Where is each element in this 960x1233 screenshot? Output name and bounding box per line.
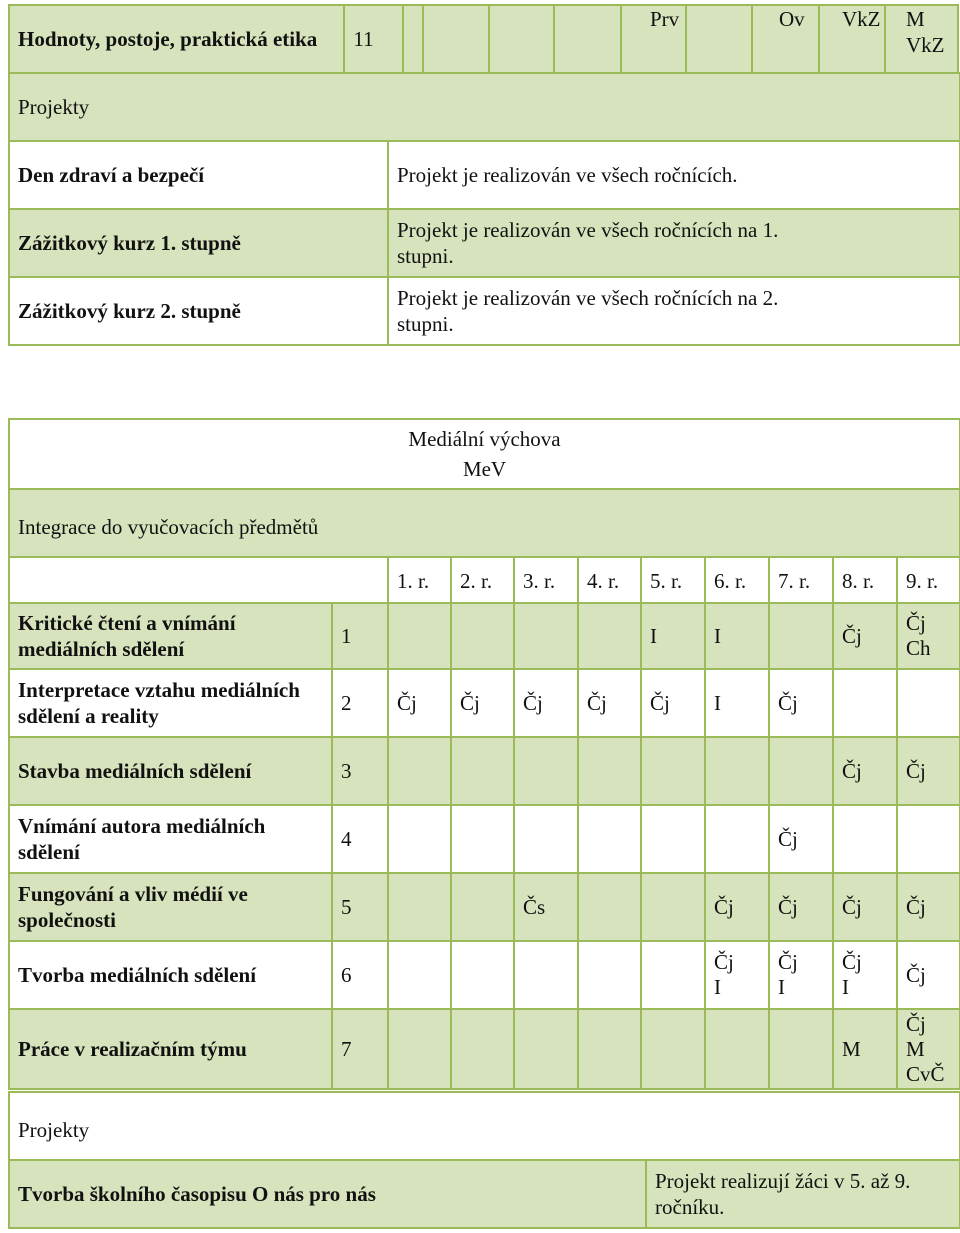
topic-number: 2 bbox=[332, 669, 388, 737]
subject-header-overlay bbox=[779, 6, 805, 32]
project-desc: Projekt realizují žáci v 5. až 9. ročníku. bbox=[646, 1160, 960, 1228]
topic-number: 6 bbox=[332, 941, 388, 1009]
topic-row bbox=[9, 1009, 960, 1089]
grade-header: 1. r. bbox=[388, 557, 451, 605]
grade-cell: I bbox=[641, 603, 705, 669]
grade-header: 7. r. bbox=[769, 557, 833, 605]
topic-number: 3 bbox=[332, 737, 388, 805]
project-name: Tvorba školního časopisu O nás pro nás bbox=[9, 1160, 646, 1228]
subject-header-overlay bbox=[650, 6, 679, 32]
topic-number: 7 bbox=[332, 1009, 388, 1089]
grade-cell bbox=[641, 941, 705, 1009]
topic-name: Fungování a vliv médií ve společnosti bbox=[9, 873, 332, 941]
project-desc: Projekt je realizován ve všech ročnících na 2. stupni. bbox=[388, 277, 960, 345]
grade-header: 5. r. bbox=[641, 557, 705, 605]
integration-label: Integrace do vyučovacích předmětů bbox=[9, 489, 960, 557]
grade-cell: I bbox=[705, 603, 769, 669]
grade-cell: Čj bbox=[897, 873, 960, 941]
topic-row bbox=[9, 805, 960, 873]
grade-cell: Čj I bbox=[833, 941, 897, 1009]
projects-table-2 bbox=[8, 1091, 960, 1229]
grade-cell bbox=[388, 873, 451, 941]
grade-cell: Čj I bbox=[769, 941, 833, 1009]
media-topics-table bbox=[8, 602, 960, 1090]
grade-cell bbox=[833, 669, 897, 737]
grade-cell bbox=[388, 805, 451, 873]
topic-name: Kritické čtení a vnímání mediálních sdělení bbox=[9, 603, 332, 669]
grade-cell bbox=[641, 1009, 705, 1089]
project-name: Zážitkový kurz 1. stupně bbox=[9, 209, 388, 277]
grade-cell bbox=[451, 873, 514, 941]
project-row bbox=[9, 141, 960, 209]
topic-row bbox=[9, 737, 960, 805]
grade-cell: Čj bbox=[769, 805, 833, 873]
projects-title: Projekty bbox=[9, 73, 960, 141]
section-title-line2: MeV bbox=[462, 457, 507, 481]
grade-cell bbox=[388, 603, 451, 669]
subject-header-overlay bbox=[842, 6, 881, 32]
grade-cell: Čj bbox=[578, 669, 641, 737]
project-row bbox=[9, 209, 960, 277]
topics-body bbox=[9, 603, 960, 1089]
topic-number: 5 bbox=[332, 873, 388, 941]
project-desc: Projekt je realizován ve všech ročnících na 1. stupni. bbox=[388, 209, 960, 277]
project-name: Zážitkový kurz 2. stupně bbox=[9, 277, 388, 345]
grade-cell bbox=[833, 805, 897, 873]
topic-name: Interpretace vztahu mediálních sdělení a reality bbox=[9, 669, 332, 737]
grade-cell: Čj bbox=[514, 669, 578, 737]
values-row bbox=[9, 5, 958, 73]
grade-cell: Čj bbox=[833, 603, 897, 669]
grade-cell bbox=[769, 737, 833, 805]
grade-cell: I bbox=[705, 669, 769, 737]
subject-ov: Ov bbox=[779, 7, 805, 31]
grade-header: 3. r. bbox=[514, 557, 578, 605]
grade-header: 4. r. bbox=[578, 557, 641, 605]
section-title-line1: Mediální výchova bbox=[408, 427, 561, 451]
grade-cell: Čj I bbox=[705, 941, 769, 1009]
section-title bbox=[9, 419, 960, 489]
grade-cell: Čj bbox=[388, 669, 451, 737]
grade-cell: Čj bbox=[451, 669, 514, 737]
grade-cell bbox=[388, 737, 451, 805]
subject-vkz: VkZ bbox=[842, 7, 881, 31]
grade-cell: Čj bbox=[769, 669, 833, 737]
grade-cell bbox=[578, 805, 641, 873]
grade-cell bbox=[514, 1009, 578, 1089]
grade-cell bbox=[451, 805, 514, 873]
grade-cell: Čj bbox=[641, 669, 705, 737]
topic-name: Tvorba mediálních sdělení bbox=[9, 941, 332, 1009]
project-row bbox=[9, 1160, 960, 1228]
grade-cell bbox=[578, 873, 641, 941]
grade-header: 6. r. bbox=[705, 557, 769, 605]
grade-cell: Čj bbox=[705, 873, 769, 941]
grade-cell bbox=[705, 1009, 769, 1089]
grade-cell: Čj bbox=[833, 873, 897, 941]
topic-name: Vnímání autora mediálních sdělení bbox=[9, 805, 332, 873]
grade-cell: M bbox=[833, 1009, 897, 1089]
topic-row bbox=[9, 873, 960, 941]
subject-cell bbox=[686, 5, 752, 73]
media-education-table bbox=[8, 418, 960, 606]
grade-cell bbox=[897, 669, 960, 737]
grade-cell bbox=[705, 805, 769, 873]
topic-name: Práce v realizačním týmu bbox=[9, 1009, 332, 1089]
topic-label: Hodnoty, postoje, praktická etika bbox=[9, 5, 344, 73]
grade-cell: Čj M CvČ bbox=[897, 1009, 960, 1089]
grade-cell bbox=[641, 805, 705, 873]
grade-cell bbox=[641, 737, 705, 805]
project-row bbox=[9, 277, 960, 345]
grade-header: 8. r. bbox=[833, 557, 897, 605]
grade-cell bbox=[514, 737, 578, 805]
grade-cell bbox=[897, 805, 960, 873]
grade-cell bbox=[451, 941, 514, 1009]
grade-cell bbox=[514, 805, 578, 873]
grade-cell bbox=[578, 1009, 641, 1089]
projects-table-1 bbox=[8, 72, 960, 346]
grade-cell bbox=[514, 941, 578, 1009]
topic-row bbox=[9, 669, 960, 737]
grade-cell bbox=[451, 1009, 514, 1089]
cross-curricular-table-ethics bbox=[8, 4, 959, 74]
projects-header-row bbox=[9, 73, 960, 141]
grade-cell: Čj Ch bbox=[897, 603, 960, 669]
topic-row bbox=[9, 603, 960, 669]
grade-cell: Čs bbox=[514, 873, 578, 941]
title-row bbox=[9, 419, 960, 489]
grade-cell bbox=[578, 941, 641, 1009]
grade-cell bbox=[388, 1009, 451, 1089]
topic-row bbox=[9, 941, 960, 1009]
grade-cell bbox=[705, 737, 769, 805]
grade-cell bbox=[451, 737, 514, 805]
grade-cell: Čj bbox=[769, 873, 833, 941]
subject-m-vkz: M VkZ bbox=[906, 7, 945, 57]
grade-cell bbox=[769, 1009, 833, 1089]
project-name: Den zdraví a bezpečí bbox=[9, 141, 388, 209]
grade-cell bbox=[641, 873, 705, 941]
topic-number: 4 bbox=[332, 805, 388, 873]
grades-row bbox=[9, 557, 960, 605]
topic-number: 11 bbox=[344, 5, 402, 73]
topic-name: Stavba mediálních sdělení bbox=[9, 737, 332, 805]
grade-cell bbox=[769, 603, 833, 669]
grade-cell: Čj bbox=[833, 737, 897, 805]
subject-prv: Prv bbox=[650, 7, 680, 31]
projects-header-row bbox=[9, 1092, 960, 1160]
subject-header-overlay bbox=[906, 6, 954, 58]
grade-header: 2. r. bbox=[451, 557, 514, 605]
grade-cell: Čj bbox=[897, 941, 960, 1009]
projects-title: Projekty bbox=[9, 1092, 960, 1160]
project-desc: Projekt je realizován ve všech ročnících. bbox=[388, 141, 960, 209]
grade-cell bbox=[578, 737, 641, 805]
grade-cell bbox=[514, 603, 578, 669]
integration-row bbox=[9, 489, 960, 557]
grade-cell bbox=[451, 603, 514, 669]
topic-number: 1 bbox=[332, 603, 388, 669]
grade-cell bbox=[578, 603, 641, 669]
grade-cell bbox=[388, 941, 451, 1009]
grade-cell: Čj bbox=[897, 737, 960, 805]
grade-header: 9. r. bbox=[897, 557, 960, 605]
